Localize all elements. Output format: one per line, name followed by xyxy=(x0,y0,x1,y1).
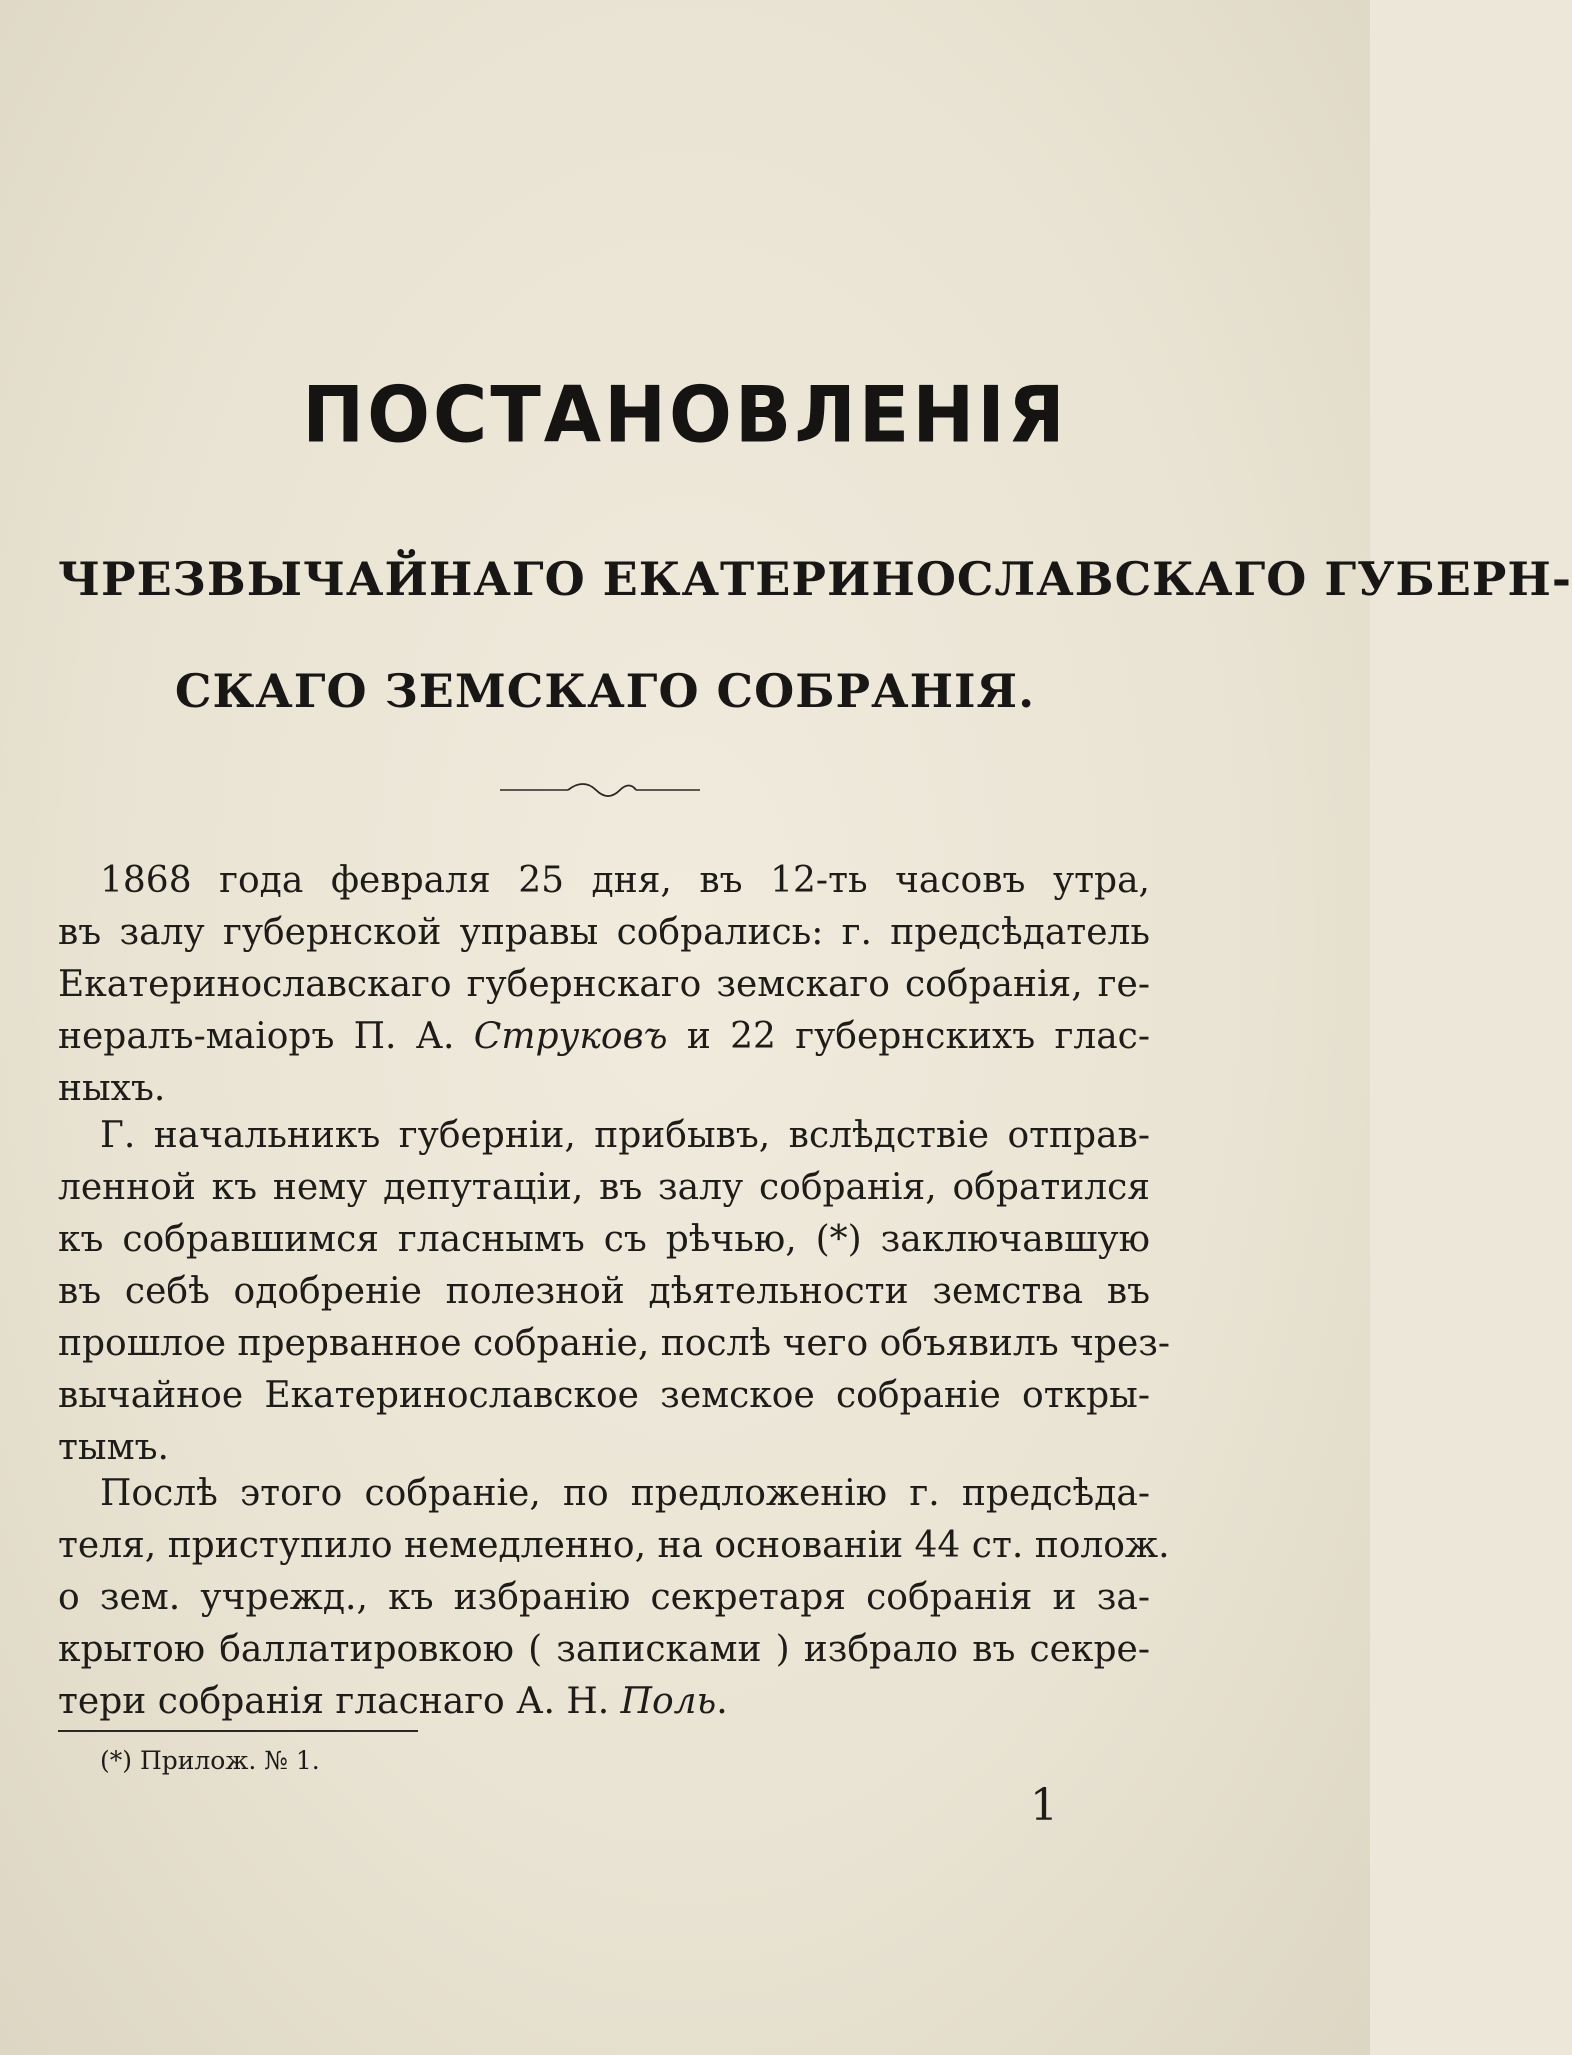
italic-name: Поль xyxy=(620,1681,717,1722)
document-title: ПОСТАНОВЛЕНІЯ xyxy=(302,369,1068,461)
subtitle-line-2: СКАГО ЗЕМСКАГО СОБРАНІЯ. xyxy=(174,664,1036,718)
line-segment: нералъ-маіоръ П. А. xyxy=(58,1016,474,1057)
footnote: (*) Прилож. № 1. xyxy=(100,1746,320,1775)
subtitle-line-1: ЧРЕЗВЫЧАЙНАГО ЕКАТЕРИНОСЛАВСКАГО ГУБЕРН- xyxy=(58,552,1572,606)
paragraph-line: тымъ. xyxy=(58,1427,169,1468)
paragraph-3 xyxy=(58,1468,1170,1728)
paragraph-line: Екатеринославскаго губернскаго земскаго собранія, ге- xyxy=(58,964,1150,1005)
paragraph-line: въ себѣ одобреніе полезной дѣятельности земства въ xyxy=(58,1271,1150,1312)
paragraph-line: прошлое прерванное собраніе, послѣ чего объявилъ чрез- xyxy=(58,1323,1171,1364)
paragraph-line: Послѣ этого собраніе, по предложенію г. предсѣда- xyxy=(100,1473,1150,1514)
italic-name: Струковъ xyxy=(473,1016,668,1057)
paragraph-line: въ залу губернской управы собрались: г. предсѣдатель xyxy=(58,912,1150,953)
paragraph-line: крытою баллатировкою ( записками ) избрало въ секре- xyxy=(58,1629,1150,1670)
paragraph-line: ленной къ нему депутаціи, въ залу собранія, обратился xyxy=(58,1167,1150,1208)
paragraph-1 xyxy=(58,855,1150,1115)
line-segment: и 22 губернскихъ глас- xyxy=(667,1016,1150,1057)
line-segment: . xyxy=(716,1681,728,1722)
footnote-rule xyxy=(58,1730,418,1732)
paragraph-line: 1868 года февраля 25 дня, въ 12-ть часовъ утра, xyxy=(100,860,1150,901)
ornament-divider xyxy=(500,778,700,802)
paragraph-line: ныхъ. xyxy=(58,1068,166,1109)
paragraph-line: теля, приступило немедленно, на основаніи 44 ст. полож. xyxy=(58,1525,1170,1566)
paragraph-line: Г. начальникъ губерніи, прибывъ, вслѣдствіе отправ- xyxy=(100,1115,1150,1156)
paragraph-line: о зем. учрежд., къ избранію секретаря собранія и за- xyxy=(58,1577,1150,1618)
paragraph-line: къ собравшимся гласнымъ съ рѣчью, (*) заключавшую xyxy=(58,1219,1150,1260)
paragraph-line: вычайное Екатеринославское земское собраніе откры- xyxy=(58,1375,1150,1416)
paragraph-line xyxy=(58,1011,1150,1063)
line-segment: тери собранія гласнаго А. Н. xyxy=(58,1681,621,1722)
paragraph-2 xyxy=(58,1110,1171,1474)
page-number: 1 xyxy=(1030,1780,1058,1831)
paragraph-line xyxy=(58,1676,1150,1728)
